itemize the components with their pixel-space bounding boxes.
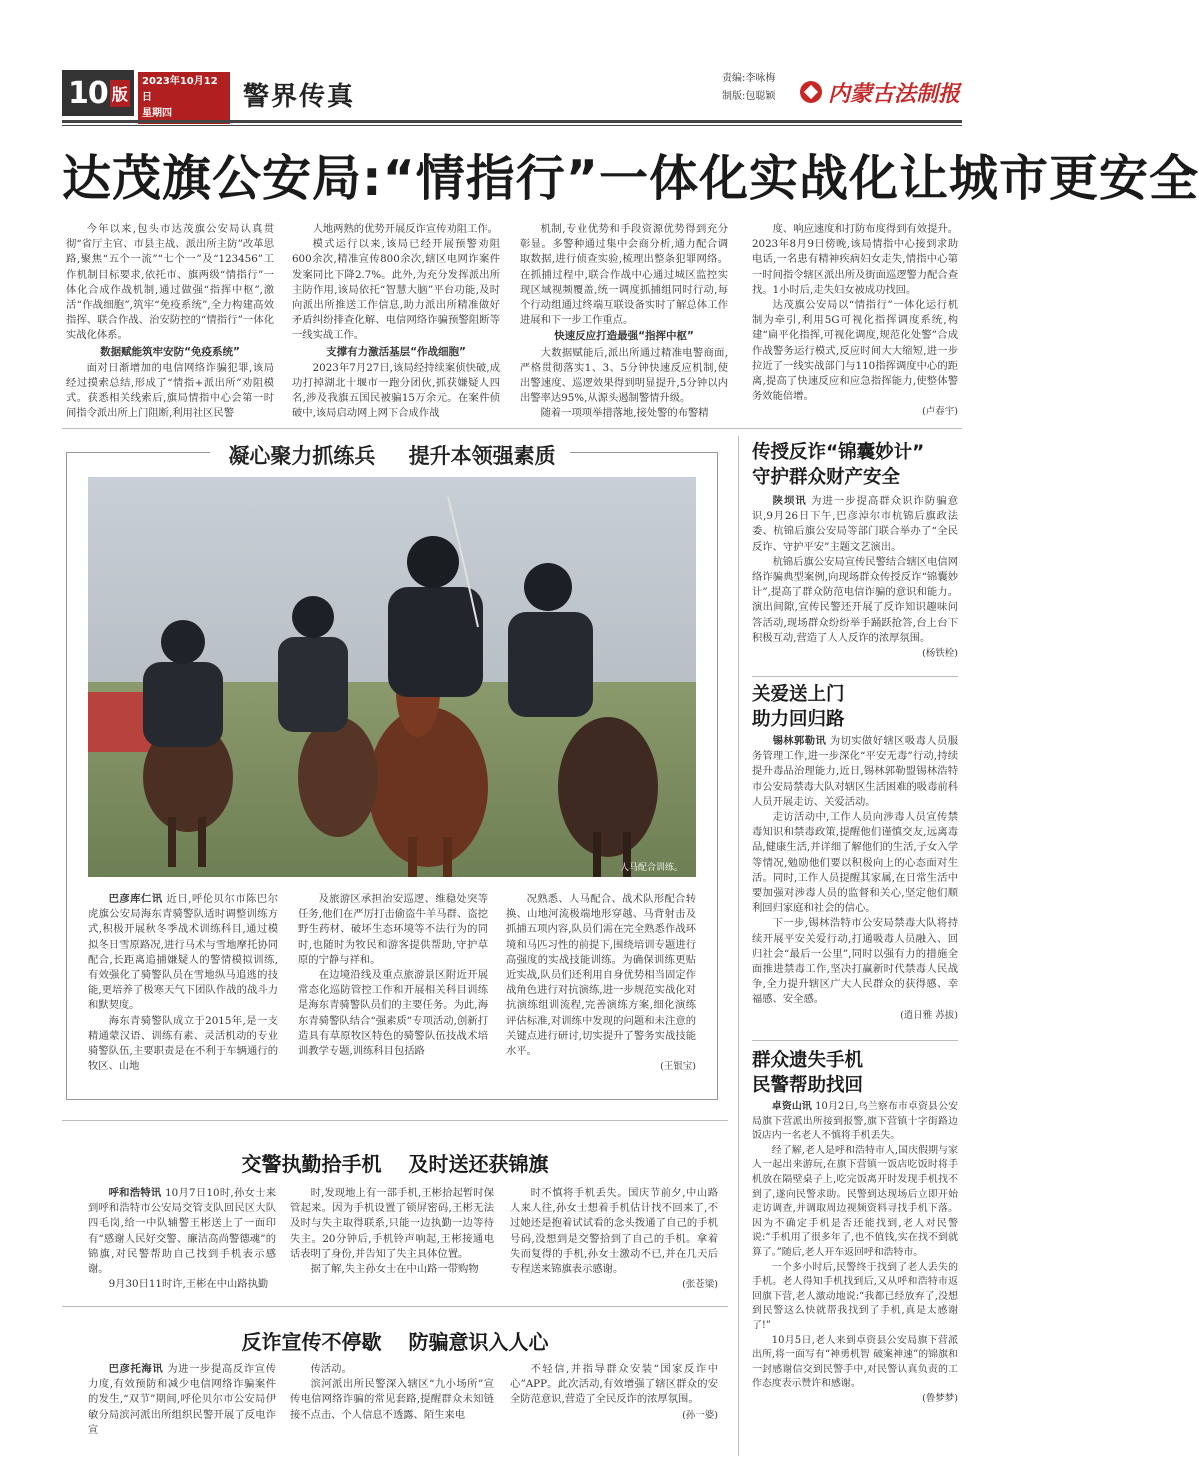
paragraph: 2023年7月27日,该局经持续案侦快破,成功打掉湖北十堰市一跑分团伙,抓获嫌疑人四名,涉及我旗五国民被骗15万余元。在案件侦破中,该局启动网上网下合成作战 bbox=[292, 361, 500, 420]
title-line: 关爱送上门 bbox=[752, 684, 845, 705]
subheading: 数据赋能筑牢安防“免疫系统” bbox=[100, 345, 240, 358]
phone-story-column-1 bbox=[88, 1186, 276, 1292]
paragraph: 今年以来,包头市达茂旗公安局认真贯彻“省厅主官、市县主战、派出所主防”改革思路,聚焦“五个一流”“七个一”及“123456”工作机制目标要求,依托市、旗两级“情指行”一体化合成作战机制,通过做强“指挥中枢”,激活“作战细胞”,筑牢“免疫系统”,全力构建高效指挥、联合作战、治安防控的“情指行”一体化实战化体系。 bbox=[66, 223, 274, 342]
paragraph: 10月5日,老人来到卓资县公安局旗下营派出所,将一面写有“神勇机智 破案神速”的锦旗和一封感谢信交到民警手中,对民警认真负责的工作态度表示赞许和感谢。 bbox=[752, 1334, 958, 1390]
byline: (张苍梁) bbox=[682, 1279, 718, 1291]
dateline: 巴彦托海讯 bbox=[108, 1363, 164, 1375]
paragraph bbox=[752, 1100, 958, 1144]
paragraph-text: 为进一步提高群众识诈防骗意识,9月26日下午,巴彦淖尔市杭锦后旗政法委、杭锦后旗公安局等部门联合举办了“全民反诈、守护平安”主题文艺演出。 bbox=[752, 495, 958, 553]
paragraph bbox=[88, 1186, 276, 1277]
byline: (逍日雅 苏拔) bbox=[900, 1009, 958, 1021]
header-rule-thin bbox=[62, 125, 962, 126]
story1-title bbox=[752, 440, 962, 490]
byline: (卢春宇) bbox=[922, 406, 958, 418]
byline: (王银宝) bbox=[660, 1061, 696, 1073]
newspaper-name: 内蒙古法制报 bbox=[828, 81, 961, 107]
paragraph: 况熟悉、人马配合、战术队形配合转换、山地河流极端地形穿越、马背射击及抓捕五项内容,队员们需在完全熟悉作战环境和马匹习性的前提下,围绕培训专题进行高强度的实战技能训练。为确保训练更贴近实战,队员们还利用自身优势相当固定作战角色进行对抗演练,进一步规范实战化对抗演练组训流程,完善演练方案,细化演练评估标准,对训练中发现的问题和未注意的关键点进行研讨,切实提升了警务实战技能水平。 bbox=[506, 893, 696, 1058]
header-rule bbox=[62, 120, 962, 123]
lead-column-4 bbox=[752, 222, 958, 420]
page-suffix: 版 bbox=[110, 80, 130, 107]
paragraph: 滨河派出所民警深入辖区“九小场所”宣传电信网络诈骗的常见套路,提醒群众未知链接不点击、个人信息不透露、陌生来电 bbox=[290, 1378, 494, 1421]
paragraph-text: 近日,呼伦贝尔市陈巴尔虎旗公安局海东青骑警队适时调整训练方式,积极开展秋冬季战术训练科目,通过模拟冬日雪原路况,进行马术与雪地摩托协同配合,长距离追捕嫌疑人的警情模拟训练,有效强化了骑警队员在雪地纵马追逃的技能,更培养了极寒天气下团队作战的战斗力和默契度。 bbox=[88, 893, 279, 1012]
photo-illustration bbox=[88, 477, 696, 877]
dateline: 锡林郭勒讯 bbox=[772, 735, 827, 747]
byline: (孙一婆) bbox=[682, 1409, 718, 1421]
paragraph: 随着一项项举措落地,接处警的布警精 bbox=[540, 407, 709, 420]
paragraph: 9月30日11时许,王彬在中山路执勤 bbox=[108, 1278, 269, 1291]
dateline: 陕坝讯 bbox=[772, 495, 807, 507]
paragraph bbox=[752, 734, 958, 810]
story2-body bbox=[752, 734, 958, 1023]
paragraph bbox=[88, 892, 278, 1014]
dateline: 巴彦库仁讯 bbox=[108, 893, 163, 905]
paragraph: 传活动。 bbox=[310, 1363, 352, 1375]
paragraph-text: 为进一步提高反诈宣传力度,有效预防和减少电信网络诈骗案件的发生,“双节”期间,呼伦贝尔市公安局伊敏分局滨河派出所组织民警开展了反电诈宣 bbox=[88, 1363, 277, 1436]
paragraph: 不轻信,并指导群众安装“国家反诈中心”APP。此次活动,有效增强了辖区群众的安全防范意识,营造了全民反诈的浓厚氛围。 bbox=[510, 1363, 718, 1406]
editor-name: 责编:李咏梅 bbox=[722, 73, 776, 84]
logo-mark-icon bbox=[800, 81, 822, 103]
dateline: 呼和浩特讯 bbox=[108, 1187, 162, 1199]
title-line: 助力回归路 bbox=[752, 709, 845, 730]
paragraph-text: 10月7日10时,孙女士来到呼和浩特市公安局交管支队回民区大队四毛岗,给一中队辅警王彬送上了一面印有“感谢人民好交警、廉洁高尚警德魂”的锦旗,对民警帮助自己找到手机表示感谢。 bbox=[88, 1187, 277, 1276]
subheading: 快速反应打造最强“指挥中枢” bbox=[554, 330, 694, 343]
photo-caption: 人马配合训练。 bbox=[620, 863, 684, 873]
divider bbox=[62, 428, 962, 429]
paragraph: 机制,专业优势和手段资源优势得到充分彰显。多警种通过集中会商分析,通力配合调取数据,进行侦查实验,梳理出整条犯罪网络。在抓捕过程中,联合作战中心通过城区监控实现区域视频覆盖,统一调度抓捕组同时行动,每个行动组通过终端互联设备实时了解总体工作进展和下一步工作重点。 bbox=[520, 223, 728, 327]
photo-feature-column-1 bbox=[88, 892, 278, 1074]
editor-credits bbox=[722, 70, 775, 106]
paragraph: 一个多小时后,民警终于找到了老人丢失的手机。老人得知手机找到后,又从呼和浩特市返回旗下营,老人激动地说:“我都已经放弃了,没想到民警这么快就帮我找到了手机,真是太感谢了!” bbox=[752, 1261, 958, 1331]
byline: (鲁梦梦) bbox=[922, 1392, 958, 1404]
title-line: 民警帮助找回 bbox=[752, 1075, 864, 1096]
photo-feature-title: 凝心聚力抓练兵 提升本领强素质 bbox=[228, 444, 556, 468]
paragraph: 据了解,失主孙女士在中山路一带购物 bbox=[310, 1263, 479, 1276]
fraud-story-column-3 bbox=[510, 1362, 718, 1423]
dateline: 卓资山讯 bbox=[771, 1101, 812, 1112]
fraud-story-column-1 bbox=[88, 1362, 276, 1438]
subheading: 支撑有力激活基层“作战细胞” bbox=[326, 345, 466, 358]
paragraph-text: 10月2日,乌兰察布市卓资县公安局旗下营派出所接到报警,旗下营镇十字街路边饭店内一名老人不慎将手机丢失。 bbox=[752, 1101, 958, 1142]
paragraph: 杭锦后旗公安局宣传民警结合辖区电信网络诈骗典型案例,向现场群众传授反诈“锦囊妙计”,提高了群众防范电信诈骗的意识和能力。演出间隙,宣传民警还开展了反诈知识趣味问答活动,现场群众纷纷举手踊跃抢答,台上台下积极互动,营造了人人反诈的浓厚氛围。 bbox=[752, 555, 958, 644]
page-number: 10 bbox=[68, 75, 108, 111]
paragraph: 经了解,老人是呼和浩特市人,国庆假期与家人一起出来游玩,在旗下营镇一饭店吃饭时将手机放在隔壁桌子上,吃完饭离开时发现手机找不到了,遂向民警求助。民警到达现场后立即开始走访调查,并调取周边视频资料寻找手机下落。因为不确定手机是否还能找到,老人对民警说:“手机用了很多年了,也不值钱,实在找不到就算了。”随后,老人开车返回呼和浩特市。 bbox=[752, 1144, 958, 1258]
paragraph: 下一步,锡林浩特市公安局禁毒大队将持续开展平安关爱行动,打通吸毒人员融入、回归社会“最后一公里”,同时以强有力的措施全面推进禁毒工作,坚决打赢新时代禁毒人民战争,全力提升辖区广大人民群众的获得感、幸福感、安全感。 bbox=[752, 917, 958, 1006]
paragraph: 走访活动中,工作人员向涉毒人员宣传禁毒知识和禁毒政策,提醒他们谨慎交友,远离毒品,健康生活,并详细了解他们的生活,子女入学等情况,勉励他们要以积极向上的心态面对生活。同时,工作人员提醒其家属,在日常生活中要加强对涉毒人员的监督和关心,坚定他们顺利回归家庭和社会的信心。 bbox=[752, 811, 958, 915]
title-line: 守护群众财产安全 bbox=[752, 467, 901, 488]
lead-column-2 bbox=[292, 222, 500, 422]
date-text: 2023年10月12日 bbox=[142, 76, 218, 103]
story2-title bbox=[752, 682, 962, 732]
lead-column-3 bbox=[520, 222, 728, 422]
paragraph: 时不慎将手机丢失。国庆节前夕,中山路人来人往,孙女士想着手机估计找不回来了,不过她还是抱着试试看的念头拨通了自己的手机号码,没想到是交警拾到了自己的手机。拿着失而复得的手机,孙女士激动不已,并在几天后专程送来锦旗表示感谢。 bbox=[510, 1187, 718, 1276]
paragraph: 达茂旗公安局以“情指行”一体化运行机制为牵引,利用5G可视化指挥调度系统,构建“扁平化指挥,可视化调度,规范化处警”合成作战警务运行模式,反应时间大大缩短,进一步拉近了一线实战部门与110指挥调度中心的距离,提高了快速反应和应急指挥能力,使整体警务效能倍增。 bbox=[752, 299, 958, 403]
title-line: 群众遗失手机 bbox=[752, 1050, 864, 1071]
mounted-police-photo bbox=[88, 477, 696, 877]
photo-feature-column-2 bbox=[298, 892, 488, 1059]
paragraph: 及旅游区承担治安巡逻、维稳处突等任务,他们在严厉打击偷盗牛羊马群、盗挖野生药材、破坏生态环境等不法行为的同时,也随时为牧民和游客提供帮助,守护草原的宁静与祥和。 bbox=[298, 893, 488, 966]
story3-body bbox=[752, 1100, 958, 1406]
paragraph-text: 为切实做好辖区吸毒人员服务管理工作,进一步深化“平安无毒”行动,持续提升毒品治理能力,近日,锡林郭勒盟锡林浩特市公安局禁毒大队对辖区生活困难的吸毒前科人员开展走访、关爱活动。 bbox=[752, 735, 959, 808]
paragraph: 时,发现地上有一部手机,王彬拾起暂时保管起来。因为手机设置了锁屏密码,王彬无法及时与失主取得联系,只能一边执勤一边等待失主。20分钟后,手机铃声响起,王彬接通电话表明了身份,并告知了失主具体位置。 bbox=[290, 1187, 494, 1260]
newspaper-logo bbox=[800, 72, 960, 112]
story3-title bbox=[752, 1048, 962, 1098]
paragraph: 大数据赋能后,派出所通过精准电警商面,严格贯彻落实1、3、5分钟快速反应机制,使出警速度、巡逻效果得到明显提升,5分钟以内出警率达95%,从源头遏制警情升级。 bbox=[520, 346, 728, 405]
paragraph: 海东青骑警队成立于2015年,是一支精通蒙汉语、训练有素、灵活机动的专业骑警队伍,主要职责是在不利于车辆通行的牧区、山地 bbox=[88, 1014, 278, 1073]
divider bbox=[62, 1120, 728, 1121]
fraud-story-column-2 bbox=[290, 1362, 494, 1423]
phone-story-column-3 bbox=[510, 1186, 718, 1292]
paragraph bbox=[752, 494, 958, 555]
weekday-text: 星期四 bbox=[142, 108, 172, 119]
producer-name: 制版:包聪颖 bbox=[722, 91, 776, 102]
divider bbox=[62, 1306, 728, 1307]
page-number-badge bbox=[62, 70, 134, 116]
story1-body bbox=[752, 494, 958, 661]
paragraph: 在边境沿线及重点旅游景区附近开展常态化巡防管控工作和开展相关科目训练是海东青骑警队员们的主要任务。为此,海东青骑警队结合“强素质”专项活动,创新打造具有草原牧区特色的骑警队伍技战术培训教学专题,训练科目包括路 bbox=[298, 969, 488, 1058]
issue-date bbox=[138, 72, 230, 124]
lead-headline: 达茂旗公安局:“情指行”一体化实战化让城市更安全 bbox=[62, 150, 1199, 207]
byline: (杨铁栓) bbox=[922, 648, 958, 660]
paragraph: 面对日渐增加的电信网络诈骗犯罪,该局经过摸索总结,形成了“情指+派出所”劝阻模式。获悉相关线索后,旗局情指中心会第一时间指令派出所上门阻断,利用社区民警 bbox=[66, 361, 274, 420]
paragraph: 度、响应速度和打防布度得到有效提升。2023年8月9日傍晚,该局情指中心接到求助电话,一名患有精神疾病妇女走失,情指中心第一时间指令辖区派出所及街面巡逻警力配合查找。1小时后,走失妇女被成功找回。 bbox=[752, 223, 958, 296]
paragraph: 人地两熟的优势开展反诈宣传劝阻工作。 bbox=[312, 223, 498, 235]
section-title: 警界传真 bbox=[243, 82, 356, 112]
title-line: 传授反诈“锦囊妙计” bbox=[752, 442, 925, 463]
photo-feature-column-3 bbox=[506, 892, 696, 1074]
phone-story-column-2 bbox=[290, 1186, 494, 1277]
right-column-rule bbox=[738, 436, 739, 1456]
paragraph: 模式运行以来,该局已经开展预警劝阻600余次,精准宣传800余次,辖区电网诈案件发案同比下降2.7%。此外,为充分发挥派出所主防作用,该局依托“智慧大脑”平台功能,及时向派出所推送工作信息,助力派出所精准做好矛盾纠纷排查化解、电信网络诈骗预警阻断等一线实战工作。 bbox=[292, 238, 500, 342]
paragraph bbox=[88, 1362, 276, 1438]
fraud-story-title: 反诈宣传不停歇 防骗意识入人心 bbox=[241, 1330, 549, 1354]
phone-story-title: 交警执勤拾手机 及时送还获锦旗 bbox=[241, 1152, 549, 1176]
divider bbox=[752, 1040, 958, 1041]
lead-column-1 bbox=[66, 222, 274, 422]
divider bbox=[752, 676, 958, 677]
